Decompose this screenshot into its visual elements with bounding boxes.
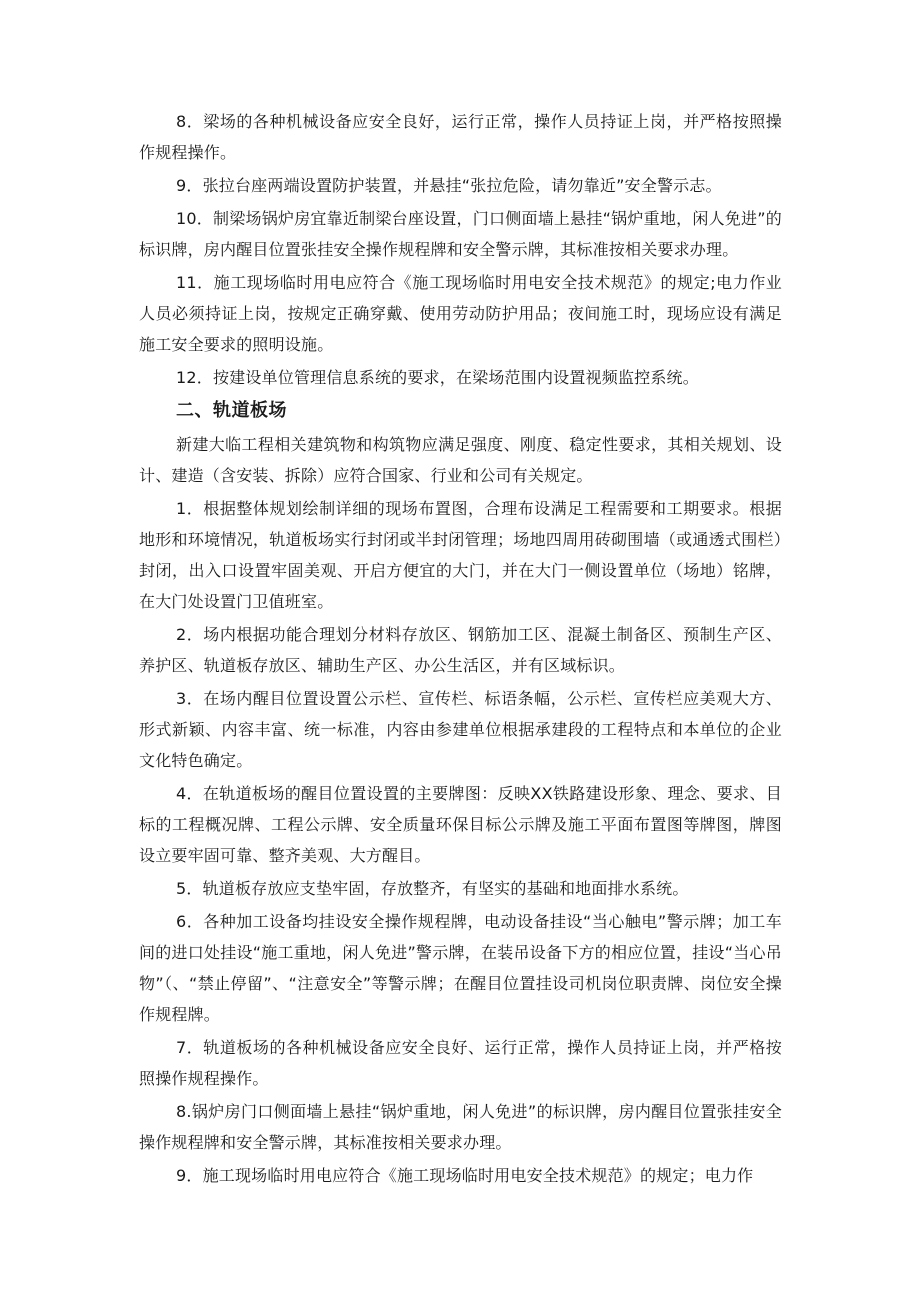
s1-item-9: 9．张拉台座两端设置防护装置，并悬挂“张拉危险，请勿靠近”安全警示志。 [176, 176, 722, 195]
s2-item-9: 9．施工现场临时用电应符合《施工现场临时用电安全技术规范》的规定；电力作 [176, 1166, 754, 1185]
s2-item-2: 2．场内根据功能合理划分材料存放区、钢筋加工区、混凝土制备区、预制生产区、养护区、轨道板存放区、辅助生产区、办公生活区，并有区域标识。 [139, 625, 782, 675]
section-heading: 二、轨道板场 [176, 400, 287, 421]
s1-item-11: 11．施工现场临时用电应符合《施工现场临时用电安全技术规范》的规定;电力作业人员必须持证上岗，按规定正确穿戴、使用劳动防护用品；夜间施工时，现场应设有满足施工安全要求的照明设施。 [139, 273, 782, 354]
s2-item-5: 5．轨道板存放应支垫牢固，存放整齐，有坚实的基础和地面排水系统。 [176, 879, 689, 898]
s1-item-10: 10．制梁场锅炉房宜靠近制梁台座设置，门口侧面墙上悬挂“锅炉重地，闲人免进”的标识牌，房内醒目位置张挂安全操作规程牌和安全警示牌，其标准按相关要求办理。 [139, 209, 782, 259]
s2-item-4: 4．在轨道板场的醒目位置设置的主要牌图：反映XX铁路建设形象、理念、要求、目标的工程概况牌、工程公示牌、安全质量环保目标公示牌及施工平面布置图等牌图，牌图设立要牢固可靠、整齐美观、大方醒目。 [139, 784, 782, 865]
s2-item-1: 1．根据整体规划绘制详细的现场布置图，合理布设满足工程需要和工期要求。根据地形和环境情况，轨道板场实行封闭或半封闭管理；场地四周用砖砌围墙（或通透式围栏）封闭，出入口设置牢固美观、开启方便宜的大门，并在大门一侧设置单位（场地）铭牌，在大门处设置门卫值班室。 [139, 499, 782, 611]
s2-item-7: 7．轨道板场的各种机械设备应安全良好、运行正常，操作人员持证上岗，并严格按照操作规程操作。 [139, 1038, 782, 1088]
s2-item-8: 8.锅炉房门口侧面墙上悬挂“锅炉重地，闲人免进”的标识牌，房内醒目位置张挂安全操作规程牌和安全警示牌，其标准按相关要求办理。 [139, 1102, 782, 1152]
s1-item-12: 12．按建设单位管理信息系统的要求，在梁场范围内设置视频监控系统。 [176, 368, 699, 387]
s2-item-6: 6．各种加工设备均挂设安全操作规程牌，电动设备挂设“当心触电”警示牌；加工车间的进口处挂设“施工重地，闲人免进”警示牌，在装吊设备下方的相应位置，挂设“当心吊物”（、“禁止停留”、“注意安全”等警示牌；在醒目位置挂设司机岗位职责牌、岗位安全操作规程牌。 [139, 912, 782, 1024]
section-intro: 新建大临工程相关建筑物和构筑物应满足强度、刚度、稳定性要求，其相关规划、设计、建造（含安装、拆除）应符合国家、行业和公司有关规定。 [139, 435, 782, 485]
s2-item-3: 3．在场内醒目位置设置公示栏、宣传栏、标语条幅，公示栏、宣传栏应美观大方、形式新颖、内容丰富、统一标准，内容由参建单位根据承建段的工程特点和本单位的企业文化特色确定。 [139, 689, 782, 770]
document-body [139, 106, 782, 1191]
s1-item-8: 8．梁场的各种机械设备应安全良好，运行正常，操作人员持证上岗，并严格按照操作规程操作。 [139, 112, 782, 162]
